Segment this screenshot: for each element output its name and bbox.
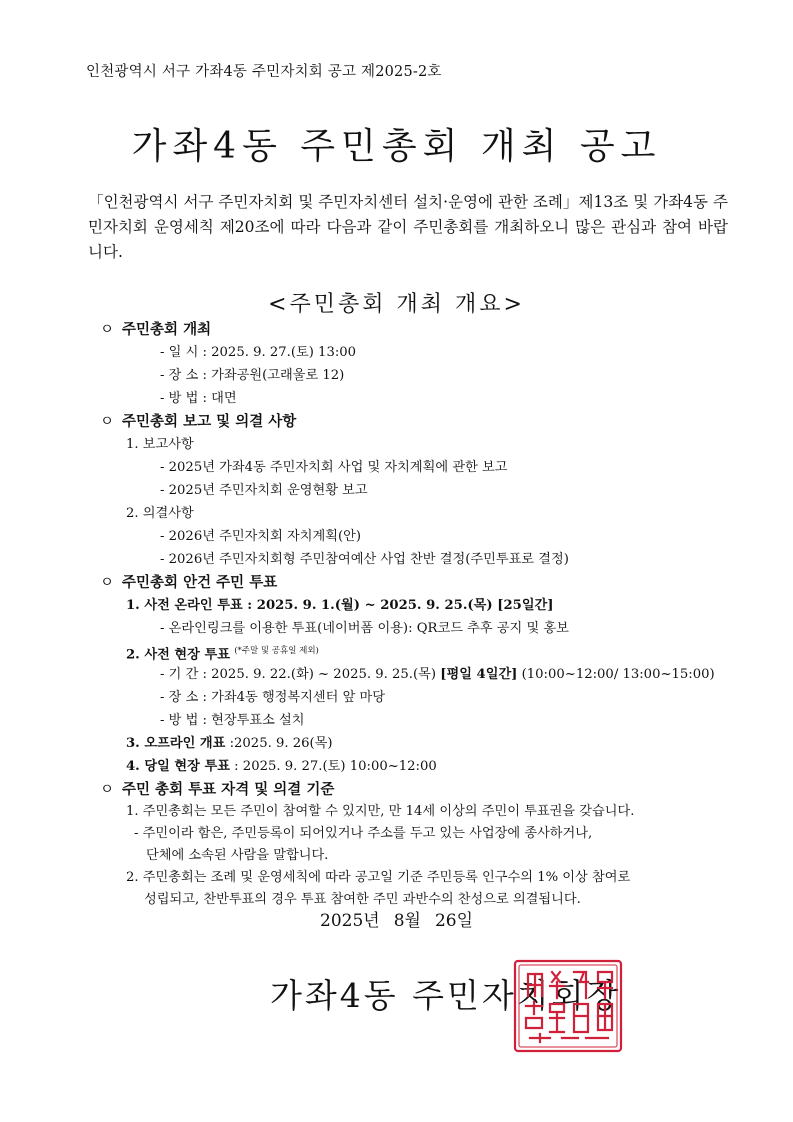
section-heading-criteria: [100, 778, 740, 801]
section-heading-text: 주민 총회 투표 자격 및 의결 기준: [122, 781, 335, 798]
sameday-vote: [100, 755, 740, 778]
report-item: - 2025년 주민자치회 운영현황 보고: [160, 483, 368, 498]
circle-bullet-icon: ㅇ: [100, 322, 115, 338]
criteria-list: [100, 801, 740, 911]
offline-count: [100, 732, 740, 755]
section-heading-event: [100, 318, 740, 341]
onsite-vote-place: - 장 소 : 가좌4동 행정복지센터 앞 마당: [160, 690, 385, 705]
onsite-vote-note: (*주말 및 공휴일 제외): [234, 646, 319, 656]
document-title: 가좌4동 주민총회 개최 공고: [131, 126, 662, 167]
outline-body: [100, 318, 740, 911]
report-item: - 2025년 가좌4동 주민자치회 사업 및 자치계획에 관한 보고: [160, 460, 508, 475]
date-day: 26일: [434, 911, 473, 931]
notice-date: [0, 906, 793, 931]
event-method: - 방 법 : 대면: [160, 391, 237, 406]
resolution-item: - 2026년 주민자치회 자치계획(안): [160, 529, 362, 544]
sameday-vote-label: 4. 당일 현장 투표: [126, 759, 230, 774]
resolution-heading: 2. 의결사항: [126, 506, 194, 521]
criteria-quorum: 2. 주민총회는 조례 및 운영세칙에 따라 공고일 기준 주민등록 인구수의 1% 이상 참여로: [126, 870, 631, 885]
notice-number: 인천광역시 서구 가좌4동 주민자치회 공고 제2025-2호: [86, 64, 442, 80]
resolution-item: - 2026년 주민자치회형 주민참여예산 사업 찬반 결정(주민투표로 결정): [160, 552, 569, 567]
offline-count-date: :2025. 9. 26(목): [225, 736, 333, 751]
section-heading-vote: [100, 571, 740, 594]
online-vote-period: 1. 사전 온라인 투표 : 2025. 9. 1.(월) ~ 2025. 9. 25.(목) [25일간]: [126, 598, 554, 613]
section-heading-text: 주민총회 개최: [122, 321, 212, 338]
onsite-vote-method: - 방 법 : 현장투표소 설치: [160, 713, 305, 728]
onsite-period-days: [평일 4일간]: [440, 667, 518, 682]
circle-bullet-icon: ㅇ: [100, 575, 115, 591]
section-heading-text: 주민총회 보고 및 의결 사항: [122, 413, 297, 430]
onsite-vote-heading: [100, 640, 740, 663]
criteria-resident-definition-cont: 단체에 소속된 사람을 말합니다.: [146, 848, 329, 863]
offline-count-label: 3. 오프라인 개표: [126, 736, 226, 751]
outline-title: <주민총회 개최 개요>: [268, 292, 525, 317]
signer-title: 가좌4동 주민자치회장: [270, 976, 622, 1015]
onsite-period-hours: (10:00~12:00/ 13:00~15:00): [517, 667, 715, 682]
onsite-vote-label: 2. 사전 현장 투표: [126, 647, 230, 663]
event-datetime: - 일 시 : 2025. 9. 27.(토) 13:00: [160, 345, 357, 360]
criteria-resident-definition: - 주민이라 함은, 주민등록이 되어있거나 주소를 두고 있는 사업장에 종사하거나,: [134, 826, 593, 841]
event-place: - 장 소 : 가좌공원(고래울로 12): [160, 368, 345, 383]
section-heading-agenda: [100, 410, 740, 433]
circle-bullet-icon: ㅇ: [100, 414, 115, 430]
date-month: 8월: [393, 911, 421, 931]
criteria-eligibility: 1. 주민총회는 모든 주민이 참여할 수 있지만, 만 14세 이상의 주민이 투표권을 갖습니다.: [126, 804, 635, 819]
intro-paragraph: 「인천광역시 서구 주민자치회 및 주민자치센터 설치·운영에 관한 조례」제13조 및 가좌4동 주민자치회 운영세칙 제20조에 따라 다음과 같이 주민총회를 개최하오니 많은 관심과 참여 바랍니다.: [88, 193, 728, 261]
sameday-vote-time: : 2025. 9. 27.(토) 10:00~12:00: [229, 759, 437, 774]
section-heading-text: 주민총회 안건 주민 투표: [122, 574, 278, 591]
date-year: 2025년: [320, 911, 380, 931]
circle-bullet-icon: ㅇ: [100, 782, 115, 798]
onsite-vote-period: [100, 663, 740, 686]
online-vote-detail: - 온라인링크를 이용한 투표(네이버폼 이용): QR코드 추후 공지 및 홍보: [160, 621, 569, 636]
onsite-period-prefix: - 기 간 : 2025. 9. 22.(화) ~ 2025. 9. 25.(목): [160, 667, 441, 682]
report-heading: 1. 보고사항: [126, 437, 194, 452]
official-seal-icon: [512, 958, 624, 1054]
criteria-quorum-cont: 성립되고, 찬반투표의 경우 투표 참여한 주민 과반수의 찬성으로 의결됩니다.: [144, 892, 581, 907]
